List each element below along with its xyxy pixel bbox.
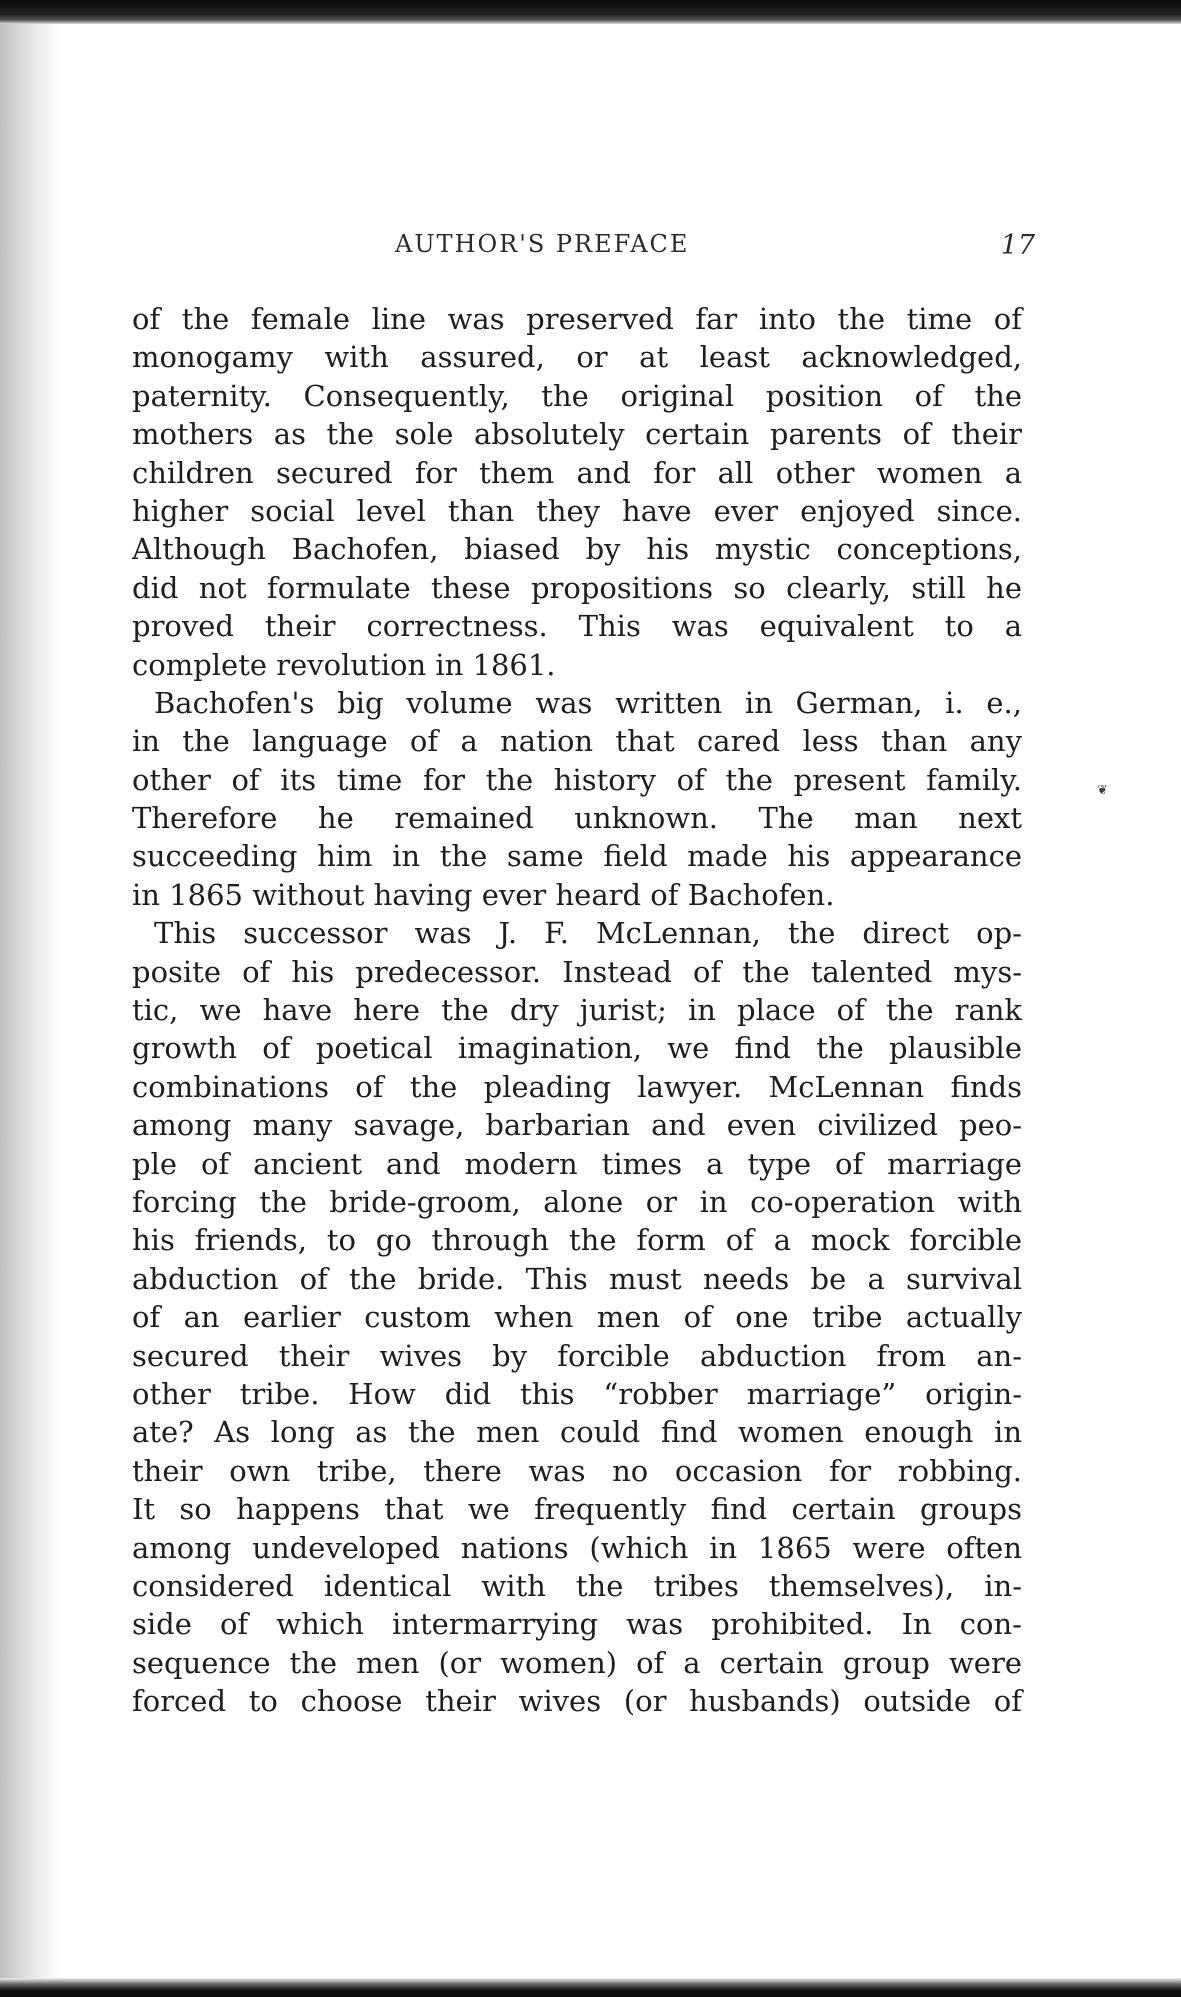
text-line: of the female line was preserved far into the time of [132,302,1022,336]
text-line: This successor was J. F. McLennan, the direct op- [154,916,1022,951]
paragraph [132,914,1022,1720]
text-line: It so happens that we frequently find certain groups [132,1492,1022,1527]
text-line: other tribe. How did this “robber marriage” origin- [132,1376,1022,1411]
scan-left-gutter [0,24,60,1997]
running-head [135,230,1035,270]
text-line: monogamy with assured, or at least acknowledged, [132,340,1022,375]
paragraph [132,684,1022,914]
text-line: children secured for them and for all other women a [132,455,1022,490]
text-line: higher social level than they have ever enjoyed since. [132,493,1022,528]
text-line: his friends, to go through the form of a mock forcible [132,1223,1022,1258]
text-line: in the language of a nation that cared less than any [132,724,1022,759]
text-line: did not formulate these propositions so clearly, still he [132,570,1022,605]
text-line: Therefore he remained unknown. The man next [132,801,1022,836]
text-line: ate? As long as the men could find women enough in [132,1415,1022,1450]
text-line: tic, we have here the dry jurist; in place of the rank [132,993,1022,1028]
running-title: AUTHOR'S PREFACE [395,230,690,258]
text-line: sequence the men (or women) of a certain group were [132,1645,1022,1680]
scan-bottom-edge [0,1978,1181,1997]
text-line: complete revolution in 1861. [132,647,556,682]
text-line: paternity. Consequently, the original position of the [132,378,1022,413]
text-line: mothers as the sole absolutely certain parents of their [132,417,1022,452]
text-line: their own tribe, there was no occasion for robbing. [132,1453,1022,1488]
text-line: succeeding him in the same field made his appearance [132,839,1022,874]
text-line: abduction of the bride. This must needs be a survival [132,1261,1022,1296]
text-line: other of its time for the history of the present family. [132,762,1022,797]
margin-ornament: ❦ [1097,783,1108,798]
text-line: in 1865 without having ever heard of Bachofen. [132,877,835,912]
text-line: Although Bachofen, biased by his mystic conceptions, [132,532,1022,567]
body-text [132,300,1022,1720]
text-line: forced to choose their wives (or husbands) outside of [132,1684,1022,1719]
paragraph [132,300,1022,684]
text-line: among undeveloped nations (which in 1865 were often [132,1530,1022,1565]
text-line: posite of his predecessor. Instead of the talented mys- [132,954,1022,989]
text-line: combinations of the pleading lawyer. McLennan finds [132,1069,1022,1104]
text-line: growth of poetical imagination, we find the plausible [132,1031,1022,1066]
text-line: side of which intermarrying was prohibited. In con- [132,1607,1022,1642]
scan-top-edge [0,0,1181,24]
page-number: 17 [1000,230,1035,261]
text-line: proved their correctness. This was equivalent to a [132,609,1022,644]
text-line: of an earlier custom when men of one tribe actually [132,1300,1022,1335]
text-line: secured their wives by forcible abduction from an- [132,1338,1022,1373]
text-line: among many savage, barbarian and even civilized peo- [132,1108,1022,1143]
text-line: Bachofen's big volume was written in German, i. e., [154,685,1022,720]
text-line: ple of ancient and modern times a type of marriage [132,1146,1022,1181]
text-line: considered identical with the tribes themselves), in- [132,1568,1022,1603]
text-line: forcing the bride-groom, alone or in co-operation with [132,1184,1022,1219]
